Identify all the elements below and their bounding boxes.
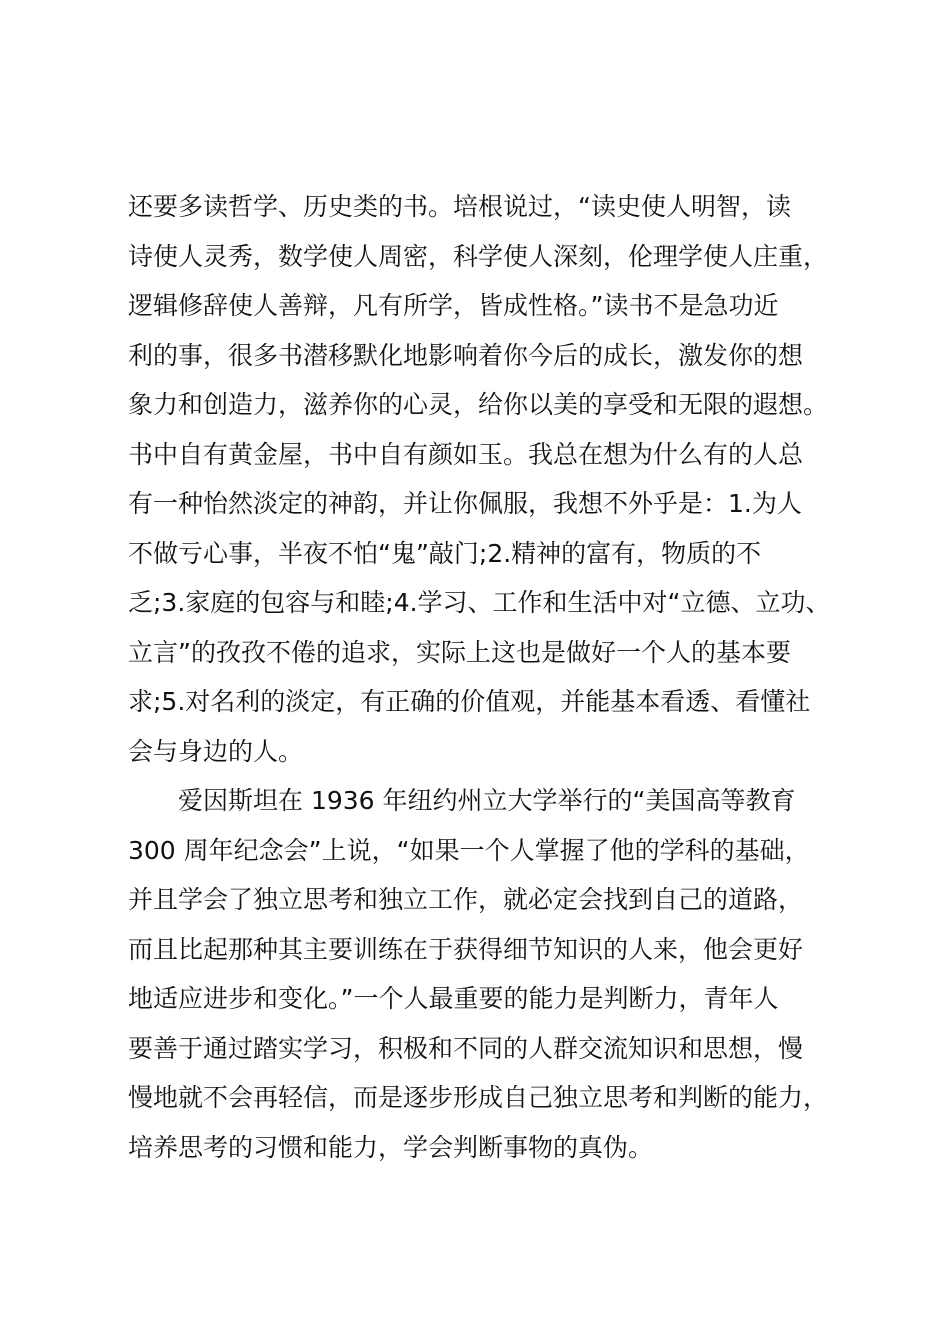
text-line: 逻辑修辞使人善辩，凡有所学，皆成性格。”读书不是急功近 [128, 291, 779, 320]
text-line: 而且比起那种其主要训练在于获得细节知识的人来，他会更好 [128, 934, 804, 964]
text-line: 并且学会了独立思考和独立工作，就必定会找到自己的道路， [128, 885, 804, 914]
text-line: 利的事，很多书潜移默化地影响着你今后的成长，激发你的想 [128, 340, 804, 370]
text-line: 诗使人灵秀，数学使人周密，科学使人深刻，伦理学使人庄重， [128, 241, 829, 271]
text-line: 书中自有黄金屋，书中自有颜如玉。我总在想为什么有的人总 [128, 439, 804, 469]
text-line: 爱因斯坦在 1936 年纽约州立大学举行的“美国高等教育 [178, 786, 796, 815]
paragraph-2 [128, 776, 858, 1172]
text-line: 培养思考的习惯和能力，学会判断事物的真伪。 [128, 1132, 654, 1162]
text-line: 乏;3.家庭的包容与和睦;4.学习、工作和生活中对“立德、立功、 [128, 588, 831, 617]
text-line: 象力和创造力，滋养你的心灵，给你以美的享受和无限的遐想。 [128, 390, 829, 419]
text-line: 有一种怡然淡定的神韵，并让你佩服，我想不外乎是：1.为人 [128, 489, 802, 518]
text-line: 不做亏心事，半夜不怕“鬼”敲门;2.精神的富有，物质的不 [128, 538, 762, 568]
body-text [128, 182, 858, 1172]
text-line: 求;5.对名利的淡定，有正确的价值观，并能基本看透、看懂社 [128, 687, 811, 716]
text-line: 慢地就不会再轻信，而是逐步形成自己独立思考和判断的能力， [128, 1083, 829, 1112]
text-line: 立言”的孜孜不倦的追求，实际上这也是做好一个人的基本要 [128, 637, 791, 667]
text-line: 还要多读哲学、历史类的书。培根说过，“读史使人明智，读 [128, 192, 791, 221]
text-line: 会与身边的人。 [128, 736, 304, 766]
text-line: 地适应进步和变化。”一个人最重要的能力是判断力，青年人 [128, 984, 779, 1013]
text-line: 300 周年纪念会”上说，“如果一个人掌握了他的学科的基础， [128, 835, 810, 865]
paragraph-1 [128, 182, 858, 776]
text-line: 要善于通过踏实学习，积极和不同的人群交流知识和思想，慢 [128, 1033, 804, 1063]
